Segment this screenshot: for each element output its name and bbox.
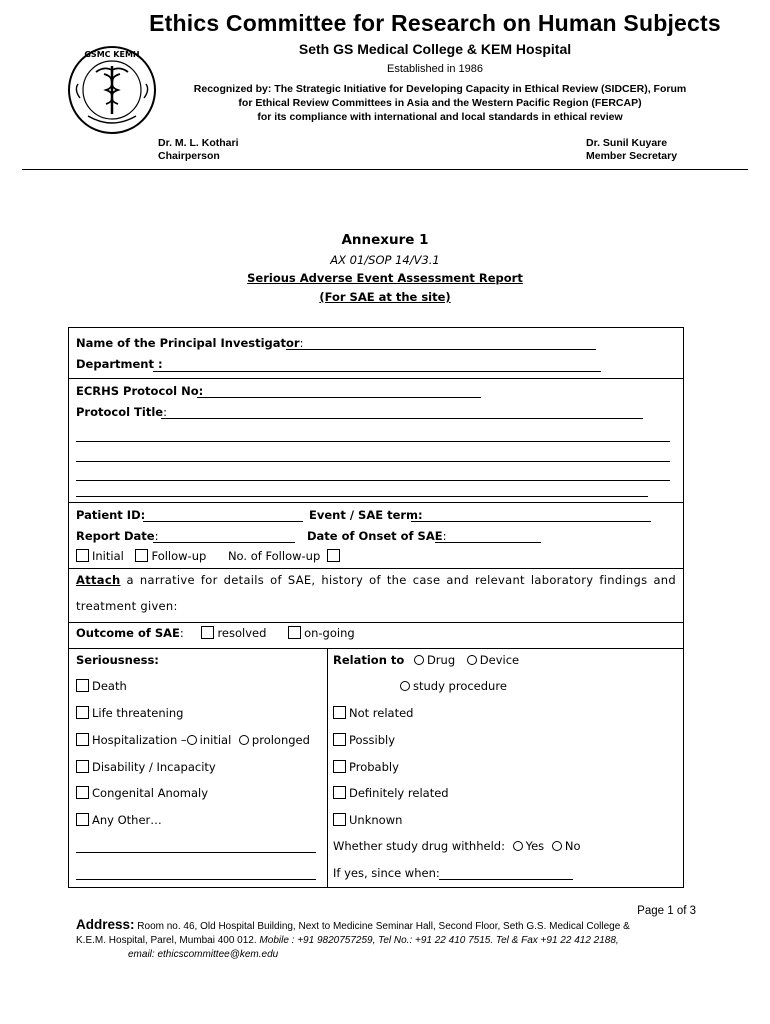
possibly-row: Possibly xyxy=(333,733,395,747)
protocol-title-line-4[interactable] xyxy=(76,480,670,481)
hosp-prolonged-radio[interactable] xyxy=(239,735,249,745)
outcome-label: Outcome of SAE xyxy=(76,626,180,640)
address-email: email: ethicscommittee@kem.edu xyxy=(128,949,279,960)
followup-label: Follow-up xyxy=(151,549,207,563)
disability-row: Disability / Incapacity xyxy=(76,760,216,774)
probably-checkbox[interactable] xyxy=(333,760,346,773)
life-threatening-checkbox[interactable] xyxy=(76,706,89,719)
congenital-row: Congenital Anomaly xyxy=(76,786,208,800)
hospitalization-row: Hospitalization – initial prolonged xyxy=(76,733,310,747)
relation-row xyxy=(333,653,519,667)
withheld-no-radio[interactable] xyxy=(552,841,562,851)
since-label: If yes, since when: xyxy=(333,866,440,880)
other-detail-line-2[interactable] xyxy=(76,879,316,880)
chairperson-role: Chairperson xyxy=(158,150,220,162)
followup-no-box[interactable] xyxy=(327,549,340,562)
withheld-yes-radio[interactable] xyxy=(513,841,523,851)
attach-section-divider xyxy=(69,568,683,569)
page-number: Page 1 of 3 xyxy=(637,905,696,917)
member-secretary-name: Dr. Sunil Kuyare xyxy=(586,137,668,149)
address-label: Address: xyxy=(76,917,135,932)
life-threatening-row: Life threatening xyxy=(76,706,183,720)
study-procedure-radio[interactable] xyxy=(400,681,410,691)
sae-form xyxy=(68,327,684,888)
drug-radio[interactable] xyxy=(414,655,424,665)
study-procedure-row xyxy=(400,679,507,693)
hosp-initial-radio[interactable] xyxy=(187,735,197,745)
report-date-field[interactable] xyxy=(153,542,295,543)
attach-instruction xyxy=(76,573,676,587)
patient-id-field[interactable] xyxy=(143,521,303,522)
any-other-row: Any Other… xyxy=(76,813,162,827)
outcome-section-divider xyxy=(69,622,683,623)
onset-row: Date of Onset of SAE: xyxy=(307,529,447,543)
member-secretary-block xyxy=(586,137,677,163)
congenital-checkbox[interactable] xyxy=(76,786,89,799)
resolved-checkbox[interactable] xyxy=(201,626,214,639)
any-other-checkbox[interactable] xyxy=(76,813,89,826)
institution-seal-logo xyxy=(66,44,158,136)
protocol-title-field[interactable] xyxy=(161,418,643,419)
committee-title: Ethics Committee for Research on Human Subjects xyxy=(149,10,721,36)
event-label: Event / SAE term: xyxy=(309,508,423,522)
resolved-label: resolved xyxy=(217,626,267,640)
patient-id-label: Patient ID: xyxy=(76,508,146,522)
recognition-statement: Recognized by: The Strategic Initiative for Developing Capacity in Ethical Review (SIDCER), Forum for Ethical Review Committees in Asia and the Western Pacific Region (FERCAP) for its compliance with international and local standards in ethical review xyxy=(193,83,687,123)
patient-row xyxy=(76,508,145,522)
column-divider xyxy=(327,648,328,888)
onset-label: Date of Onset of SAE xyxy=(307,529,443,543)
pi-label: Name of the Principal Investigator xyxy=(76,336,300,350)
protocol-no-row xyxy=(76,384,203,398)
not-related-checkbox[interactable] xyxy=(333,706,346,719)
probably-row: Probably xyxy=(333,760,399,774)
attach-word: Attach xyxy=(76,573,121,587)
report-date-label: Report Date xyxy=(76,529,155,543)
other-detail-line-1[interactable] xyxy=(76,852,316,853)
protocol-title-line-2[interactable] xyxy=(76,441,670,442)
possibly-checkbox[interactable] xyxy=(333,733,346,746)
definitely-related-row: Definitely related xyxy=(333,786,449,800)
initial-checkbox[interactable] xyxy=(76,549,89,562)
initial-label: Initial xyxy=(92,549,124,563)
study-procedure-label: study procedure xyxy=(413,679,507,693)
drug-label: Drug xyxy=(426,653,456,667)
protocol-title-line-3[interactable] xyxy=(76,461,670,462)
device-radio[interactable] xyxy=(467,655,477,665)
outcome-row: Outcome of SAE: resolved on-going xyxy=(76,626,355,640)
ongoing-label: on-going xyxy=(304,626,355,640)
since-when-field[interactable] xyxy=(439,879,573,880)
attach-line-2: treatment given: xyxy=(76,599,178,613)
dept-row xyxy=(76,357,163,371)
attach-text: a narrative for details of SAE, history of the case and relevant laboratory findings and xyxy=(126,573,676,587)
onset-date-field[interactable] xyxy=(435,542,541,543)
seal-lettering: GSMC KEMH xyxy=(84,50,140,59)
withheld-row: Whether study drug withheld: Yes No xyxy=(333,839,581,853)
chairperson-name: Dr. M. L. Kothari xyxy=(158,137,239,149)
withheld-label: Whether study drug withheld: xyxy=(333,839,505,853)
chairperson-block xyxy=(158,137,239,163)
event-term-field[interactable] xyxy=(411,521,651,522)
annexure-title: Annexure 1 xyxy=(341,232,429,248)
unknown-checkbox[interactable] xyxy=(333,813,346,826)
seriousness-label: Seriousness: xyxy=(76,653,159,667)
protocol-title-line-5[interactable] xyxy=(76,496,648,497)
ongoing-checkbox[interactable] xyxy=(288,626,301,639)
report-name: Serious Adverse Event Assessment Report xyxy=(247,271,523,285)
protocol-title-row: Protocol Title: xyxy=(76,405,167,419)
protocol-no-label: ECRHS Protocol No: xyxy=(76,384,204,398)
definitely-related-checkbox[interactable] xyxy=(333,786,346,799)
since-row xyxy=(333,866,440,880)
dept-label: Department : xyxy=(76,357,163,371)
header-divider xyxy=(22,169,748,170)
unknown-row: Unknown xyxy=(333,813,402,827)
established-note: Established in 1986 xyxy=(386,63,483,75)
not-related-row: Not related xyxy=(333,706,413,720)
protocol-section-divider xyxy=(69,378,683,379)
followup-no-label: No. of Follow-up xyxy=(227,549,321,563)
report-scope: (For SAE at the site) xyxy=(319,290,451,304)
followup-checkbox[interactable] xyxy=(135,549,148,562)
department-field[interactable] xyxy=(153,371,601,372)
disability-checkbox[interactable] xyxy=(76,760,89,773)
address-block: Address: Room no. 46, Old Hospital Building, Next to Medicine Seminar Hall, Second Floor, Seth G.S. Medical College & K.E.M. Hospital, Parel, Mumbai 400 012. Mobile : +91 9820757259, Tel No.: +91 22 410 7515. Tel & Fax +91 22 412 2188, email: ethicscommittee@kem.edu xyxy=(76,917,630,960)
member-secretary-role: Member Secretary xyxy=(586,150,678,162)
institution-name: Seth GS Medical College & KEM Hospital xyxy=(298,41,572,57)
seriousness-section-divider xyxy=(69,648,683,649)
device-label: Device xyxy=(479,653,520,667)
protocol-title-label: Protocol Title xyxy=(76,405,164,419)
hospitalization-checkbox[interactable] xyxy=(76,733,89,746)
pi-row: Name of the Principal Investigator: xyxy=(76,336,304,350)
relation-label: Relation to xyxy=(333,653,405,667)
seriousness-death-row: Death xyxy=(76,679,127,693)
pi-field[interactable] xyxy=(286,349,596,350)
annexure-code: AX 01/SOP 14/V3.1 xyxy=(330,253,440,267)
report-date-row: Report Date: xyxy=(76,529,159,543)
protocol-no-field[interactable] xyxy=(197,397,481,398)
report-type-row xyxy=(76,549,343,563)
patient-section-divider xyxy=(69,502,683,503)
death-checkbox[interactable] xyxy=(76,679,89,692)
